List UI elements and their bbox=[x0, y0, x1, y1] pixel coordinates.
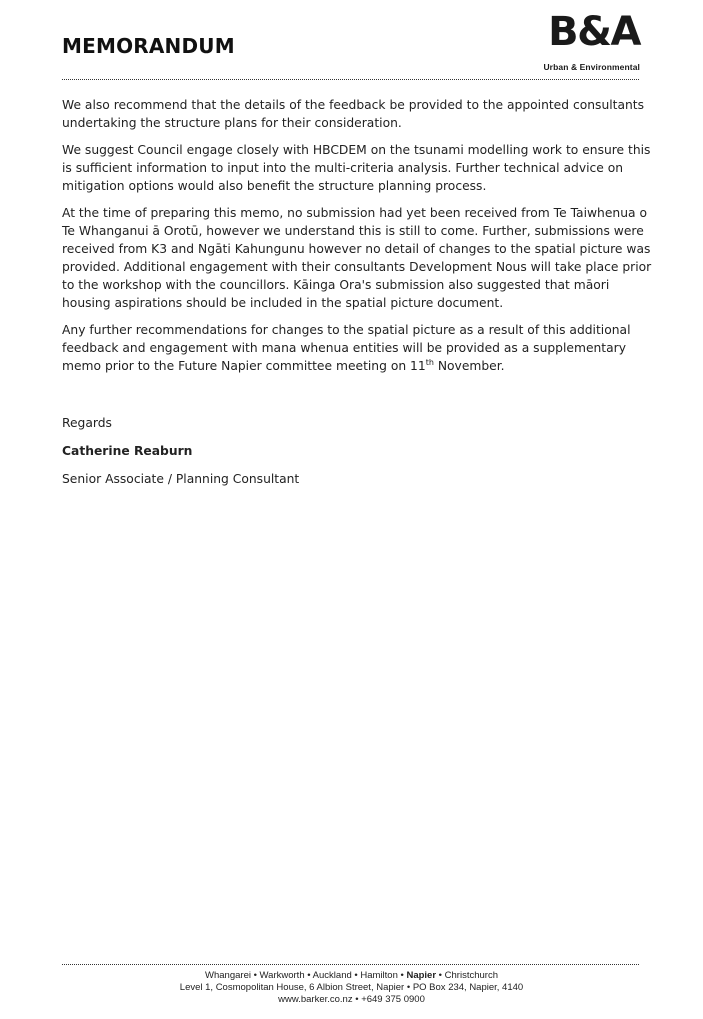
footer-address: Level 1, Cosmopolitan House, 6 Albion Street, Napier • PO Box 234, Napier, 4140 bbox=[179, 982, 524, 993]
date-ordinal-suffix: th bbox=[425, 357, 434, 367]
header-divider bbox=[62, 79, 639, 80]
offices-list-end: • Christchurch bbox=[436, 970, 498, 981]
office-current: Napier bbox=[406, 970, 437, 981]
offices-list: Whangarei • Warkworth • Auckland • Hamilton • bbox=[205, 970, 407, 981]
body-paragraph: At the time of preparing this memo, no submission had yet been received from Te Taiwhenua o Te Whanganui ā Orotū, however we understand this is still to come. Further, submissions were received from K3 and Ngāti Kahungunu however no detail of changes to the spatial picture was provided. Additional engagement with their consultants Development Nous will take place prior to the workshop with the councillors. Kāinga Ora's submission also suggested that māori housing aspirations should be included in the spatial picture document. bbox=[62, 206, 652, 310]
footer-offices bbox=[0, 970, 703, 982]
logo-mark: B&A bbox=[548, 9, 640, 55]
memo-title: MEMORANDUM bbox=[62, 34, 235, 58]
closing-block bbox=[62, 414, 652, 488]
final-text-part: November. bbox=[433, 359, 505, 373]
signatory-role: Senior Associate / Planning Consultant bbox=[62, 472, 300, 486]
body-paragraph-final bbox=[62, 321, 652, 375]
page-footer bbox=[0, 970, 703, 1006]
body-paragraph: We also recommend that the details of the feedback be provided to the appointed consultants undertaking the structure plans for their consideration. bbox=[62, 98, 645, 130]
company-logo bbox=[543, 10, 640, 72]
logo-subtitle: Urban & Environmental bbox=[543, 62, 640, 72]
footer-contact: www.barker.co.nz • +649 375 0900 bbox=[278, 994, 425, 1005]
body-paragraph: We suggest Council engage closely with HBCDEM on the tsunami modelling work to ensure this is sufficient information to input into the multi-criteria analysis. Further technical advice on mitigation options would also benefit the structure planning process. bbox=[62, 143, 651, 193]
footer-divider bbox=[62, 964, 639, 965]
signatory-name: Catherine Reaburn bbox=[62, 444, 193, 458]
memo-body bbox=[62, 96, 652, 498]
final-text-part: Any further recommendations for changes to the spatial picture as a result of this additional feedback and engagement with mana whenua entities will be provided as a supplementary memo prior to the Future Napier committee meeting on 11 bbox=[62, 323, 631, 373]
salutation: Regards bbox=[62, 416, 112, 430]
